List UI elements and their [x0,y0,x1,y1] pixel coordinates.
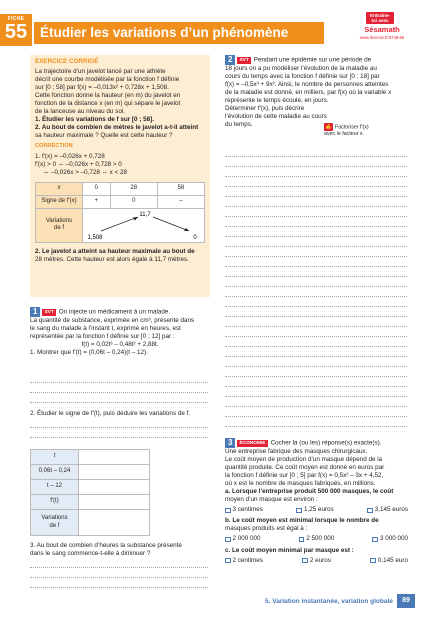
question-c: c. Le coût moyen minimal par masque est : [225,546,354,554]
sign-table-row-label: t [31,450,79,465]
exercise-1 [30,307,210,357]
variation-end: 0 [193,234,197,241]
exercise-line: où x est le nombre de masques fabriqués, en millions. [225,480,376,488]
variation-label-line-1: Variations [45,217,73,224]
fiche-label: FICHE [7,16,25,22]
hint-box [324,123,406,138]
checkbox[interactable] [225,537,231,543]
exercise-question: Déterminer f′(x), puis décrire [225,105,305,113]
question-a-line-1: a. Lorsque l’entreprise produit 500 000 masques, le coût [225,488,394,496]
exercise-line: représente le temps écoulé, en jours. [225,97,329,105]
exercise-line: quantité produite. Ce coût moyen est donné en euros par [225,464,385,472]
corrige-question-2b: sa hauteur maximale ? Quelle est cette hauteur ? [35,132,173,140]
option-a-2[interactable] [296,506,333,514]
corrige-heading: EXERCICE CORRIGÉ [35,58,99,65]
option-label: 2 euros [309,556,331,564]
options-b [225,535,408,543]
hint-text-a: Factoriser f′(x) [335,124,369,131]
correction-line-3: ⇔ –0,026x > –0,728 ⇔ x < 28 [43,168,128,176]
correction-line-2: f′(x) > 0 ⇔ –0,026x + 0,728 > 0 [35,160,122,168]
checkbox[interactable] [302,558,308,564]
option-label: 3 000 000 [379,535,408,543]
checkbox[interactable] [370,558,376,564]
exercise-line: Une entreprise fabrique des masques chirurgicaux. [225,448,368,455]
option-label: 0,145 euro [377,556,408,564]
exercise-line: Le coût moyen de production d’un masque dépend de la [225,456,383,464]
table-variation-label [36,208,83,242]
option-b-1[interactable] [225,535,261,543]
exercise-intro: On injecte un médicament à un malade. [58,308,171,316]
chapter-footer: 5. Variation instantanée, variation globale [265,598,393,605]
exercise-number: 1 [30,307,40,317]
option-c-3[interactable] [370,557,408,565]
sign-table-row-label: t – 12 [31,480,79,495]
option-label: 2 500 000 [306,535,335,543]
question-b-line-2: masques produits est égal à : [225,525,308,533]
question-b-line-1: b. Le coût moyen est minimal lorsque le nombre de [225,517,379,525]
variation-label-line-2: de f [53,225,64,232]
checkbox[interactable] [225,508,231,514]
exercise-line: cours du temps avec la fonction f définie sur [0 ; 18] par [225,73,380,81]
checkbox[interactable] [296,508,302,514]
answer-lines-3[interactable] [30,558,208,588]
checkbox[interactable] [225,558,231,564]
option-b-3[interactable] [372,535,408,543]
sesamath-tab: Entraîne-toi avec [366,12,394,24]
table-sign: + [83,195,111,208]
sesamath-url[interactable]: www.lienmini.fr/3748-65 [359,34,405,40]
table-x-value: 0 [83,182,111,195]
corrige-line: de la lanceuse au niveau du sol. [35,108,125,116]
correction-heading: CORRECTION [35,143,73,150]
checkbox[interactable] [367,508,373,514]
table-x-value: 58 [157,182,204,195]
exercise-line: la fonction f définie sur ]0 ; 5] par f(x) = 0,5x² – 3x + 4,52, [225,472,384,480]
variations-label-f: de f [49,522,60,529]
table-x-value: 28 [110,182,157,195]
fiche-number: 55 [4,21,28,44]
variation-table [35,182,205,243]
exercice-corrige [30,55,210,297]
exercise-question-3a: 3. Au bout de combien d’heures la substance présente [30,542,182,549]
exercise-formula: f(t) = 0,02t³ – 0,48t² + 2,88t. [81,341,159,349]
thumbs-up-icon: 👍 [325,124,332,130]
table-sign: – [157,195,204,208]
decreasing-arrow [153,217,189,231]
table-sign: 0 [110,195,157,208]
exercise-line: La quantité de substance, exprimée en cm³, présente dans [30,317,195,324]
table-sign-label: Signe de f′(x) [36,195,83,208]
checkbox[interactable] [299,537,305,543]
exercise-line: 18 jours on a pu modéliser l’évolution de la maladie au [225,65,377,72]
variation-arrows [83,209,204,242]
exercise-line: de la maladie est donné, en milliers, par f(x) où la variable x [225,89,392,97]
answer-lines-2[interactable] [30,418,208,438]
option-label: 2 centimes [232,556,263,564]
sign-table-row-label: f′(t) [31,495,79,510]
corrige-line: sur [0 ; 58] par f(x) = –0,013x² + 0,728x + 1,508. [35,84,169,92]
fiche-badge [0,14,32,46]
variation-arrows-cell [83,208,205,242]
answer-2b: 28 mètres. Cette hauteur est alors égale à 11,7 mètres. [35,255,189,263]
hint-text-b: avec le facteur x. [324,131,365,137]
option-a-3[interactable] [367,506,408,514]
subject-badge: ÉCONOMIE [239,440,266,446]
exercise-2 [225,55,406,129]
option-label: 3,145 euros [374,506,408,514]
answer-2a: 2. Le javelot a atteint sa hauteur maximale au bout de [35,247,195,255]
corrige-line: La trajectoire d’un javelot lancé par une athlète [35,68,166,76]
question-a-line-2: moyen d’un masque est environ : [225,496,318,504]
exercise-3 [225,438,408,568]
exercise-number: 2 [225,55,235,65]
exercise-question-3b: dans le sang commence-t-elle à diminuer ? [30,550,151,558]
correction-line-1: 1. f′(x) = –0,026x + 0,728 [35,152,105,160]
variation-max: 11,7 [139,211,151,218]
exercise-1-q3 [30,542,210,558]
option-label: 1,25 euros [303,506,334,514]
exercise-number: 3 [225,438,235,448]
option-b-2[interactable] [299,535,335,543]
corrige-question-2a: 2. Au bout de combien de mètres le javelot a-t-il atteint [35,124,199,132]
options-a [225,506,408,514]
option-c-2[interactable] [302,557,331,565]
exercise-line: f(x) = –0,5x³ + 9x². Ainsi, le nombre de personnes atteintes [225,81,389,89]
option-a-1[interactable] [225,506,263,514]
corrige-question-1: 1. Étudier les variations de f sur [0 ; 58]. [35,116,154,124]
sign-table-row-label [31,510,79,536]
exercise-question-1: 1. Montrer que f′(t) = (0,06t – 0,24)(t – 12). [30,349,148,357]
page-number: 89 [397,594,415,608]
exercise-1-q2 [30,410,210,418]
option-label: 3 centimes [232,506,263,514]
corrige-line: fonction de la distance x (en m) qui sépare le javelot [35,100,181,108]
variation-start: 1,508 [87,234,103,241]
answer-lines-ex2[interactable] [225,147,407,427]
sesamath-box[interactable] [352,12,412,46]
sign-table-row-label: 0,06t – 0,24 [31,465,79,480]
corrige-line: décrit une courbe modélisée par la fonction f définie [35,76,180,84]
exercise-question: l’évolution de cette maladie au cours [225,113,327,121]
corrige-line: Cette fonction donne la hauteur (en m) du javelot en [35,92,181,100]
exercise-question: du temps. [225,121,253,129]
exercise-line: le sang du malade à l’instant t, exprimé en heures, est [30,325,181,333]
option-label: 2 000 000 [232,535,261,543]
page-title: Étudier les variations d’un phénomène [34,22,324,44]
option-c-1[interactable] [225,557,263,565]
exercise-intro: Cocher la (ou les) réponse(s) exacte(s). [270,439,382,447]
exercise-line: Pendant une épidémie sur une période de [253,56,372,64]
subject-badge: SVT [44,309,54,315]
checkbox[interactable] [372,537,378,543]
sesamath-logo: Sésamath [364,25,400,34]
variations-label: Variations [41,514,68,521]
table-x-label: x [36,182,83,195]
sign-table-blank[interactable] [30,449,150,536]
subject-badge: SVT [239,57,249,63]
answer-lines-1[interactable] [30,373,208,403]
options-c [225,557,408,565]
exercise-question-2: 2. Étudier le signe de f′(t), puis déduire les variations de f. [30,410,191,417]
increasing-arrow [101,217,138,231]
exercise-line: représentée par la fonction f définie sur [0 ; 12] par : [30,333,175,341]
